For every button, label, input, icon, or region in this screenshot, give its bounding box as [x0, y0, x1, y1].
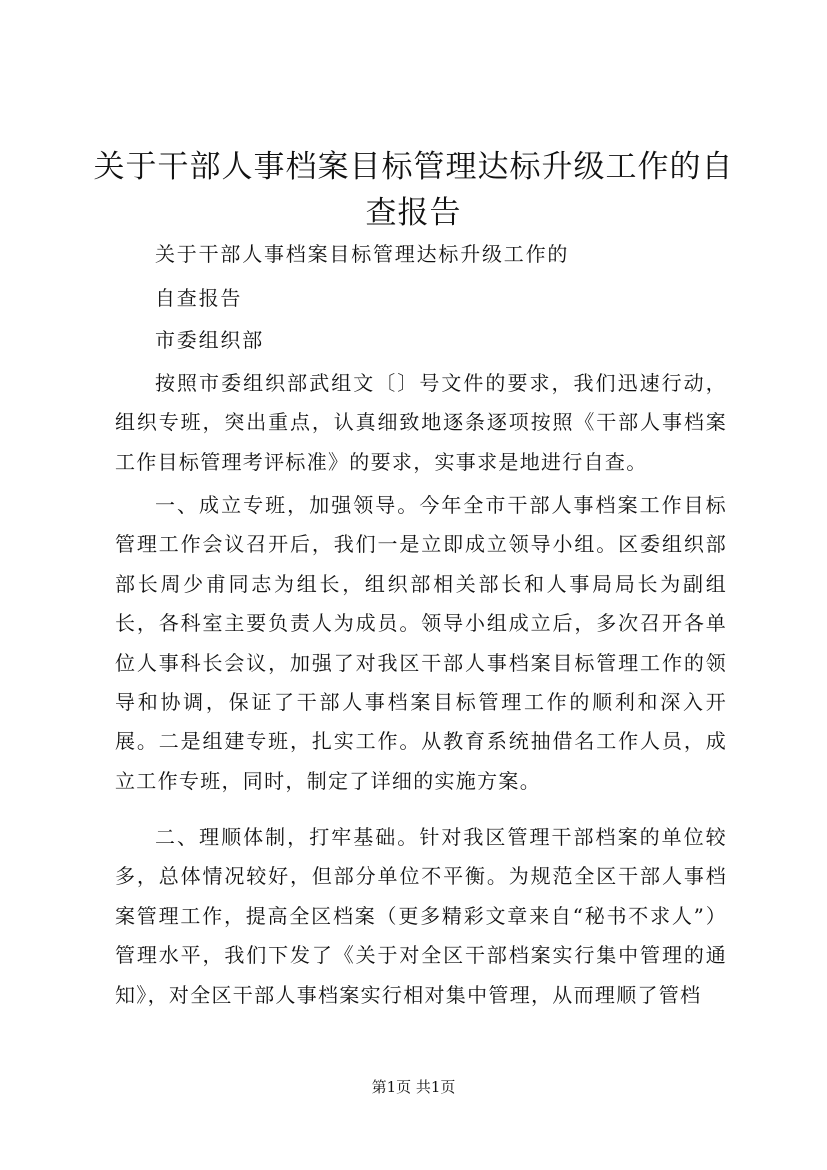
body-paragraph-2: 一、成立专班，加强领导。今年全市干部人事档案工作目标管理工作会议召开后，我们一是立即成立领导小组。区委组织部部长周少甫同志为组长，组织部相关部长和人事局局长为副组长，各科室主要负责人为成员。领导小组成立后，多次召开各单位人事科长会议，加强了对我区干部人事档案目标管理工作的领导和协调，保证了干部人事档案目标管理工作的顺利和深入开展。二是组建专班，扎实工作。从教育系统抽借名工作人员，成立工作专班，同时，制定了详细的实施方案。 [115, 493, 727, 793]
page-footer: 第1页 共1页 [371, 1078, 456, 1096]
body-paragraph-1: 按照市委组织部武组文〔〕号文件的要求，我们迅速行动，组织专班，突出重点，认真细致地逐条逐项按照《干部人事档案工作目标管理考评标准》的要求，实事求是地进行自查。 [115, 371, 727, 474]
subtitle-line-1: 关于干部人事档案目标管理达标升级工作的 [155, 242, 570, 266]
body-paragraph-3: 二、理顺体制，打牢基础。针对我区管理干部档案的单位较多，总体情况较好，但部分单位不平衡。为规范全区干部人事档案管理工作，提高全区档案（更多精彩文章来自“秘书不求人”）管理水平，我们下发了《关于对全区干部档案实行集中管理的通知》，对全区干部人事档案实行相对集中管理，从而理顺了管档 [115, 825, 727, 1007]
author-line: 市委组织部 [155, 328, 264, 352]
document-title: 关于干部人事档案目标管理达标升级工作的自查报告 [93, 149, 734, 231]
subtitle-line-2: 自查报告 [155, 286, 243, 310]
